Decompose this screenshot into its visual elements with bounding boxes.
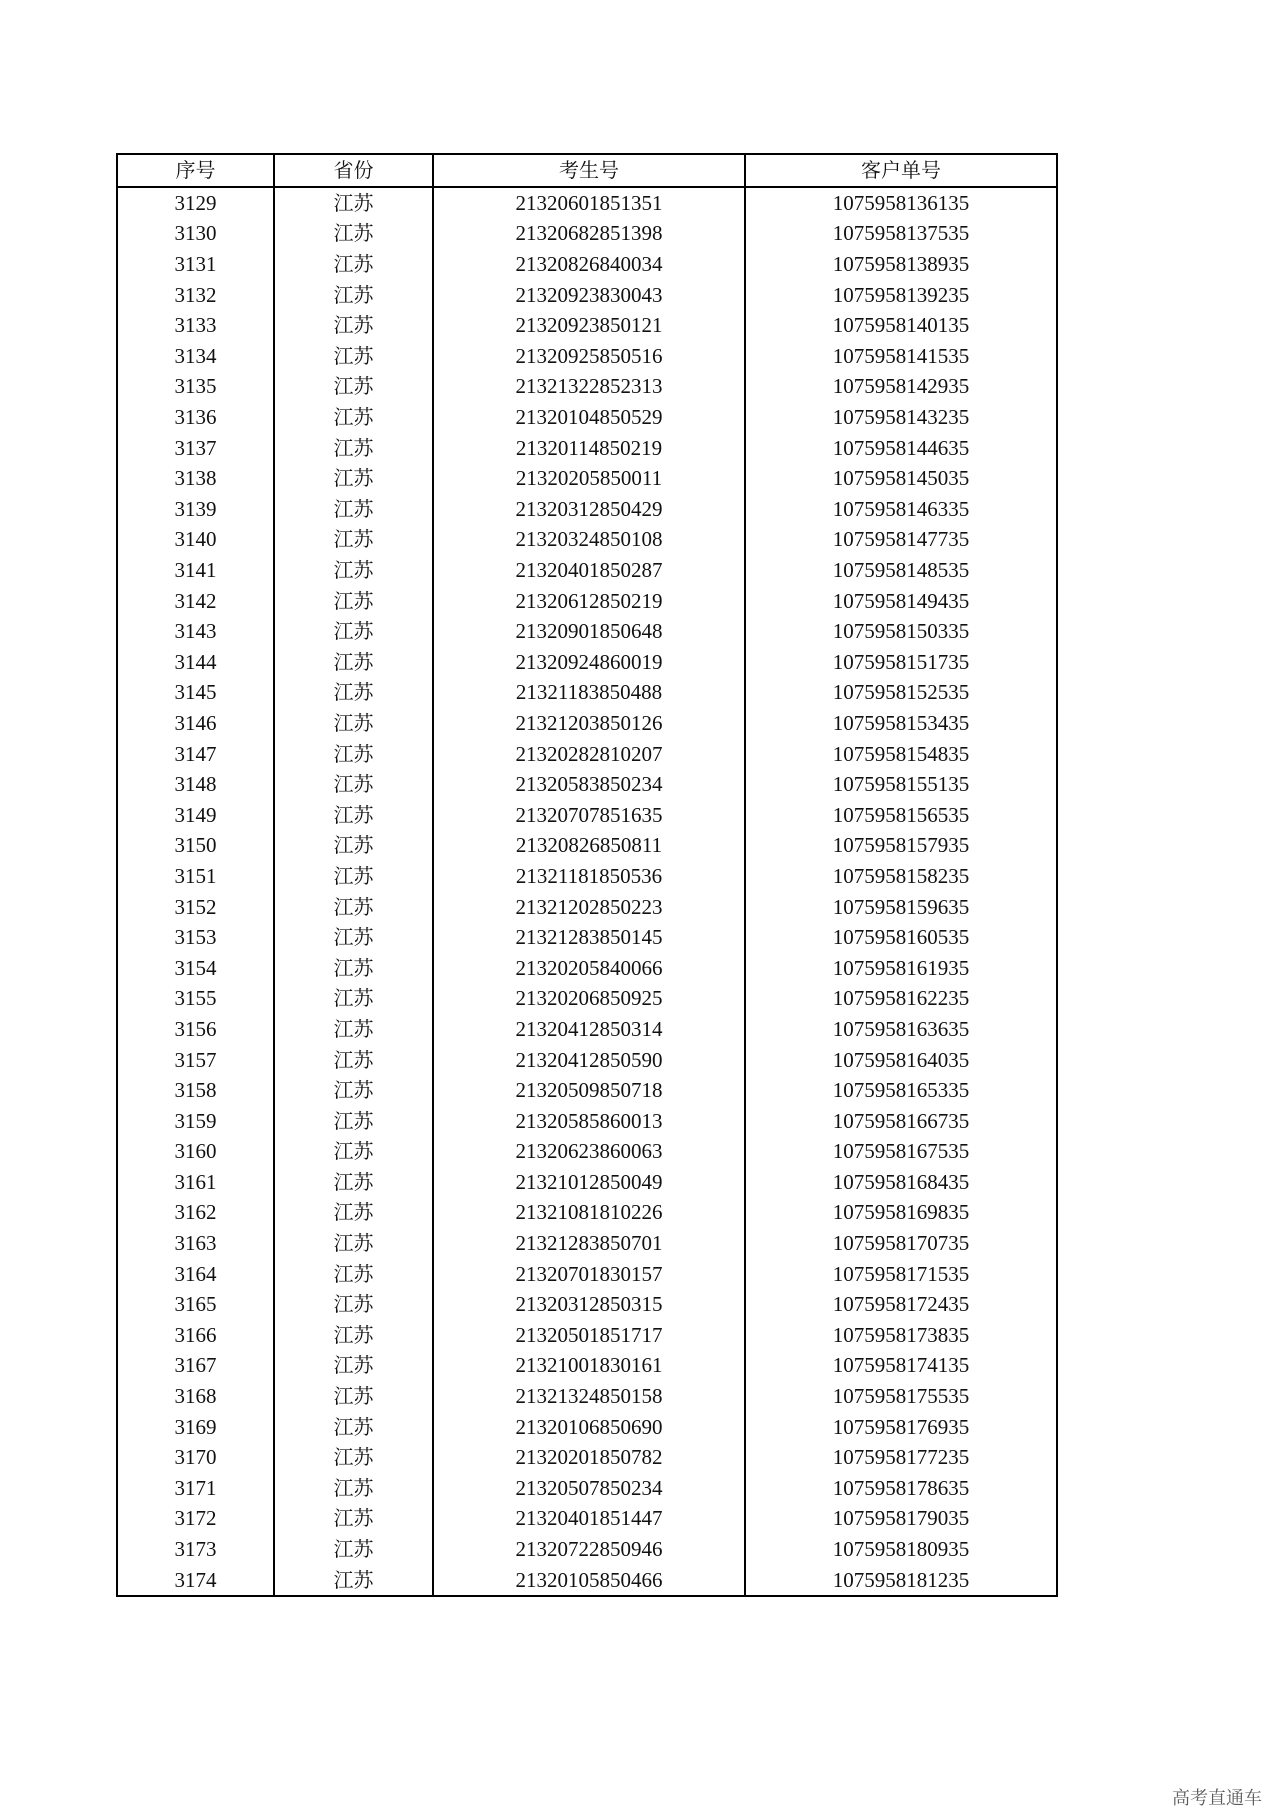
cell-order-no: 1075958163635 bbox=[745, 1014, 1057, 1045]
cell-province: 江苏 bbox=[274, 279, 433, 310]
table-row bbox=[117, 738, 1057, 769]
cell-province: 江苏 bbox=[274, 952, 433, 983]
cell-province: 江苏 bbox=[274, 218, 433, 249]
cell-order-no: 1075958173835 bbox=[745, 1320, 1057, 1351]
cell-seq: 3165 bbox=[117, 1289, 274, 1320]
cell-seq: 3144 bbox=[117, 647, 274, 678]
cell-seq: 3134 bbox=[117, 341, 274, 372]
cell-order-no: 1075958144635 bbox=[745, 432, 1057, 463]
cell-candidate-no: 21320412850590 bbox=[433, 1044, 745, 1075]
table-row bbox=[117, 922, 1057, 953]
cell-candidate-no: 21320612850219 bbox=[433, 585, 745, 616]
cell-candidate-no: 21321012850049 bbox=[433, 1167, 745, 1198]
cell-candidate-no: 21321322852313 bbox=[433, 371, 745, 402]
cell-seq: 3145 bbox=[117, 677, 274, 708]
cell-seq: 3163 bbox=[117, 1228, 274, 1259]
table-row bbox=[117, 524, 1057, 555]
table-row bbox=[117, 1289, 1057, 1320]
cell-seq: 3142 bbox=[117, 585, 274, 616]
table-row bbox=[117, 402, 1057, 433]
cell-seq: 3130 bbox=[117, 218, 274, 249]
cell-order-no: 1075958165335 bbox=[745, 1075, 1057, 1106]
cell-province: 江苏 bbox=[274, 738, 433, 769]
cell-candidate-no: 21321181850536 bbox=[433, 861, 745, 892]
cell-order-no: 1075958167535 bbox=[745, 1136, 1057, 1167]
cell-seq: 3131 bbox=[117, 249, 274, 280]
cell-seq: 3170 bbox=[117, 1442, 274, 1473]
cell-seq: 3171 bbox=[117, 1473, 274, 1504]
cell-candidate-no: 21320114850219 bbox=[433, 432, 745, 463]
cell-seq: 3129 bbox=[117, 187, 274, 219]
cell-order-no: 1075958141535 bbox=[745, 341, 1057, 372]
cell-province: 江苏 bbox=[274, 677, 433, 708]
table-row bbox=[117, 1320, 1057, 1351]
table-row bbox=[117, 1044, 1057, 1075]
cell-order-no: 1075958139235 bbox=[745, 279, 1057, 310]
table-row bbox=[117, 432, 1057, 463]
cell-candidate-no: 21320901850648 bbox=[433, 616, 745, 647]
cell-seq: 3150 bbox=[117, 830, 274, 861]
cell-seq: 3146 bbox=[117, 708, 274, 739]
cell-province: 江苏 bbox=[274, 585, 433, 616]
cell-candidate-no: 21320401850287 bbox=[433, 555, 745, 586]
cell-province: 江苏 bbox=[274, 1381, 433, 1412]
cell-province: 江苏 bbox=[274, 1044, 433, 1075]
table-row bbox=[117, 279, 1057, 310]
cell-province: 江苏 bbox=[274, 432, 433, 463]
cell-candidate-no: 21320324850108 bbox=[433, 524, 745, 555]
header-row bbox=[117, 154, 1057, 187]
cell-order-no: 1075958138935 bbox=[745, 249, 1057, 280]
cell-province: 江苏 bbox=[274, 1320, 433, 1351]
cell-order-no: 1075958146335 bbox=[745, 494, 1057, 525]
table-row bbox=[117, 616, 1057, 647]
table-row bbox=[117, 187, 1057, 219]
table-row bbox=[117, 1503, 1057, 1534]
cell-order-no: 1075958147735 bbox=[745, 524, 1057, 555]
cell-order-no: 1075958168435 bbox=[745, 1167, 1057, 1198]
cell-province: 江苏 bbox=[274, 616, 433, 647]
cell-seq: 3139 bbox=[117, 494, 274, 525]
cell-candidate-no: 21321324850158 bbox=[433, 1381, 745, 1412]
cell-candidate-no: 21320501851717 bbox=[433, 1320, 745, 1351]
cell-seq: 3160 bbox=[117, 1136, 274, 1167]
cell-seq: 3143 bbox=[117, 616, 274, 647]
table-row bbox=[117, 1473, 1057, 1504]
cell-candidate-no: 21321283850701 bbox=[433, 1228, 745, 1259]
table-row bbox=[117, 1228, 1057, 1259]
cell-candidate-no: 21320707851635 bbox=[433, 799, 745, 830]
cell-seq: 3140 bbox=[117, 524, 274, 555]
cell-order-no: 1075958174135 bbox=[745, 1350, 1057, 1381]
cell-order-no: 1075958176935 bbox=[745, 1411, 1057, 1442]
cell-order-no: 1075958172435 bbox=[745, 1289, 1057, 1320]
cell-order-no: 1075958171535 bbox=[745, 1258, 1057, 1289]
cell-candidate-no: 21320205840066 bbox=[433, 952, 745, 983]
table-row bbox=[117, 861, 1057, 892]
cell-province: 江苏 bbox=[274, 463, 433, 494]
cell-candidate-no: 21320923830043 bbox=[433, 279, 745, 310]
table-row bbox=[117, 249, 1057, 280]
cell-province: 江苏 bbox=[274, 187, 433, 219]
cell-order-no: 1075958170735 bbox=[745, 1228, 1057, 1259]
table-row bbox=[117, 341, 1057, 372]
cell-seq: 3151 bbox=[117, 861, 274, 892]
table-row bbox=[117, 799, 1057, 830]
cell-order-no: 1075958150335 bbox=[745, 616, 1057, 647]
cell-candidate-no: 21320682851398 bbox=[433, 218, 745, 249]
cell-province: 江苏 bbox=[274, 1167, 433, 1198]
table-row bbox=[117, 1411, 1057, 1442]
cell-seq: 3161 bbox=[117, 1167, 274, 1198]
cell-candidate-no: 21320585860013 bbox=[433, 1105, 745, 1136]
cell-seq: 3174 bbox=[117, 1564, 274, 1596]
cell-seq: 3166 bbox=[117, 1320, 274, 1351]
cell-province: 江苏 bbox=[274, 1350, 433, 1381]
cell-candidate-no: 21320826840034 bbox=[433, 249, 745, 280]
table-row bbox=[117, 1350, 1057, 1381]
cell-province: 江苏 bbox=[274, 647, 433, 678]
table-row bbox=[117, 494, 1057, 525]
cell-seq: 3153 bbox=[117, 922, 274, 953]
cell-seq: 3159 bbox=[117, 1105, 274, 1136]
cell-order-no: 1075958140135 bbox=[745, 310, 1057, 341]
cell-candidate-no: 21320106850690 bbox=[433, 1411, 745, 1442]
cell-province: 江苏 bbox=[274, 249, 433, 280]
cell-order-no: 1075958149435 bbox=[745, 585, 1057, 616]
cell-candidate-no: 21321202850223 bbox=[433, 891, 745, 922]
cell-candidate-no: 21320924860019 bbox=[433, 647, 745, 678]
cell-province: 江苏 bbox=[274, 524, 433, 555]
cell-seq: 3162 bbox=[117, 1197, 274, 1228]
table-row bbox=[117, 769, 1057, 800]
table-header bbox=[117, 154, 1057, 187]
cell-order-no: 1075958180935 bbox=[745, 1534, 1057, 1565]
cell-order-no: 1075958159635 bbox=[745, 891, 1057, 922]
cell-candidate-no: 21320722850946 bbox=[433, 1534, 745, 1565]
cell-province: 江苏 bbox=[274, 1136, 433, 1167]
cell-province: 江苏 bbox=[274, 983, 433, 1014]
cell-candidate-no: 21320312850315 bbox=[433, 1289, 745, 1320]
table-row bbox=[117, 891, 1057, 922]
cell-province: 江苏 bbox=[274, 1411, 433, 1442]
cell-candidate-no: 21320623860063 bbox=[433, 1136, 745, 1167]
cell-seq: 3158 bbox=[117, 1075, 274, 1106]
table-row bbox=[117, 1381, 1057, 1412]
table-row bbox=[117, 1564, 1057, 1596]
cell-province: 江苏 bbox=[274, 708, 433, 739]
cell-order-no: 1075958160535 bbox=[745, 922, 1057, 953]
table-row bbox=[117, 708, 1057, 739]
cell-candidate-no: 21320201850782 bbox=[433, 1442, 745, 1473]
cell-province: 江苏 bbox=[274, 1258, 433, 1289]
cell-order-no: 1075958164035 bbox=[745, 1044, 1057, 1075]
watermark: 高考直通车 bbox=[1172, 1788, 1262, 1809]
cell-seq: 3148 bbox=[117, 769, 274, 800]
table-row bbox=[117, 1442, 1057, 1473]
cell-province: 江苏 bbox=[274, 1105, 433, 1136]
cell-candidate-no: 21320923850121 bbox=[433, 310, 745, 341]
cell-province: 江苏 bbox=[274, 1197, 433, 1228]
cell-order-no: 1075958145035 bbox=[745, 463, 1057, 494]
cell-order-no: 1075958166735 bbox=[745, 1105, 1057, 1136]
cell-seq: 3136 bbox=[117, 402, 274, 433]
table-row bbox=[117, 1534, 1057, 1565]
cell-candidate-no: 21320925850516 bbox=[433, 341, 745, 372]
cell-seq: 3152 bbox=[117, 891, 274, 922]
cell-province: 江苏 bbox=[274, 341, 433, 372]
roster-table bbox=[116, 153, 1058, 1597]
cell-order-no: 1075958181235 bbox=[745, 1564, 1057, 1596]
cell-order-no: 1075958136135 bbox=[745, 187, 1057, 219]
table-row bbox=[117, 1136, 1057, 1167]
cell-seq: 3154 bbox=[117, 952, 274, 983]
table-row bbox=[117, 555, 1057, 586]
table-row bbox=[117, 952, 1057, 983]
cell-order-no: 1075958177235 bbox=[745, 1442, 1057, 1473]
cell-candidate-no: 21321283850145 bbox=[433, 922, 745, 953]
cell-province: 江苏 bbox=[274, 310, 433, 341]
cell-province: 江苏 bbox=[274, 891, 433, 922]
table-body bbox=[117, 187, 1057, 1596]
cell-province: 江苏 bbox=[274, 830, 433, 861]
cell-seq: 3168 bbox=[117, 1381, 274, 1412]
cell-order-no: 1075958148535 bbox=[745, 555, 1057, 586]
cell-candidate-no: 21320412850314 bbox=[433, 1014, 745, 1045]
header-candidate-no: 考生号 bbox=[433, 154, 745, 187]
cell-order-no: 1075958175535 bbox=[745, 1381, 1057, 1412]
cell-seq: 3167 bbox=[117, 1350, 274, 1381]
cell-province: 江苏 bbox=[274, 402, 433, 433]
cell-seq: 3155 bbox=[117, 983, 274, 1014]
cell-order-no: 1075958178635 bbox=[745, 1473, 1057, 1504]
cell-order-no: 1075958154835 bbox=[745, 738, 1057, 769]
cell-order-no: 1075958169835 bbox=[745, 1197, 1057, 1228]
cell-candidate-no: 21320312850429 bbox=[433, 494, 745, 525]
cell-candidate-no: 21320701830157 bbox=[433, 1258, 745, 1289]
cell-seq: 3132 bbox=[117, 279, 274, 310]
cell-province: 江苏 bbox=[274, 1564, 433, 1596]
cell-candidate-no: 21320509850718 bbox=[433, 1075, 745, 1106]
cell-seq: 3138 bbox=[117, 463, 274, 494]
cell-candidate-no: 21320105850466 bbox=[433, 1564, 745, 1596]
cell-seq: 3169 bbox=[117, 1411, 274, 1442]
cell-seq: 3137 bbox=[117, 432, 274, 463]
cell-province: 江苏 bbox=[274, 1289, 433, 1320]
cell-province: 江苏 bbox=[274, 1473, 433, 1504]
cell-seq: 3135 bbox=[117, 371, 274, 402]
cell-order-no: 1075958158235 bbox=[745, 861, 1057, 892]
cell-province: 江苏 bbox=[274, 494, 433, 525]
table-row bbox=[117, 310, 1057, 341]
table-row bbox=[117, 1167, 1057, 1198]
cell-seq: 3164 bbox=[117, 1258, 274, 1289]
cell-order-no: 1075958155135 bbox=[745, 769, 1057, 800]
cell-order-no: 1075958151735 bbox=[745, 647, 1057, 678]
cell-province: 江苏 bbox=[274, 922, 433, 953]
cell-province: 江苏 bbox=[274, 1534, 433, 1565]
cell-candidate-no: 21321183850488 bbox=[433, 677, 745, 708]
cell-province: 江苏 bbox=[274, 1442, 433, 1473]
cell-candidate-no: 21320601851351 bbox=[433, 187, 745, 219]
cell-candidate-no: 21320401851447 bbox=[433, 1503, 745, 1534]
cell-seq: 3156 bbox=[117, 1014, 274, 1045]
cell-province: 江苏 bbox=[274, 371, 433, 402]
cell-seq: 3172 bbox=[117, 1503, 274, 1534]
table-row bbox=[117, 677, 1057, 708]
table-row bbox=[117, 1197, 1057, 1228]
header-order-no: 客户单号 bbox=[745, 154, 1057, 187]
cell-seq: 3133 bbox=[117, 310, 274, 341]
cell-candidate-no: 21320583850234 bbox=[433, 769, 745, 800]
table-row bbox=[117, 1014, 1057, 1045]
table-row bbox=[117, 1258, 1057, 1289]
cell-seq: 3173 bbox=[117, 1534, 274, 1565]
cell-seq: 3141 bbox=[117, 555, 274, 586]
table-row bbox=[117, 585, 1057, 616]
cell-candidate-no: 21320205850011 bbox=[433, 463, 745, 494]
cell-province: 江苏 bbox=[274, 555, 433, 586]
cell-order-no: 1075958156535 bbox=[745, 799, 1057, 830]
cell-order-no: 1075958142935 bbox=[745, 371, 1057, 402]
cell-province: 江苏 bbox=[274, 1228, 433, 1259]
cell-province: 江苏 bbox=[274, 799, 433, 830]
cell-order-no: 1075958179035 bbox=[745, 1503, 1057, 1534]
table-row bbox=[117, 983, 1057, 1014]
cell-province: 江苏 bbox=[274, 1503, 433, 1534]
header-seq: 序号 bbox=[117, 154, 274, 187]
table-row bbox=[117, 647, 1057, 678]
cell-candidate-no: 21320206850925 bbox=[433, 983, 745, 1014]
table-row bbox=[117, 463, 1057, 494]
cell-candidate-no: 21320826850811 bbox=[433, 830, 745, 861]
cell-candidate-no: 21321203850126 bbox=[433, 708, 745, 739]
cell-seq: 3157 bbox=[117, 1044, 274, 1075]
cell-order-no: 1075958143235 bbox=[745, 402, 1057, 433]
cell-province: 江苏 bbox=[274, 861, 433, 892]
cell-seq: 3147 bbox=[117, 738, 274, 769]
cell-seq: 3149 bbox=[117, 799, 274, 830]
cell-order-no: 1075958157935 bbox=[745, 830, 1057, 861]
cell-candidate-no: 21320507850234 bbox=[433, 1473, 745, 1504]
cell-order-no: 1075958161935 bbox=[745, 952, 1057, 983]
table-row bbox=[117, 1075, 1057, 1106]
cell-candidate-no: 21320104850529 bbox=[433, 402, 745, 433]
cell-order-no: 1075958153435 bbox=[745, 708, 1057, 739]
cell-candidate-no: 21321001830161 bbox=[433, 1350, 745, 1381]
table-row bbox=[117, 1105, 1057, 1136]
cell-province: 江苏 bbox=[274, 1014, 433, 1045]
header-province: 省份 bbox=[274, 154, 433, 187]
cell-order-no: 1075958152535 bbox=[745, 677, 1057, 708]
cell-candidate-no: 21320282810207 bbox=[433, 738, 745, 769]
cell-province: 江苏 bbox=[274, 1075, 433, 1106]
cell-order-no: 1075958162235 bbox=[745, 983, 1057, 1014]
cell-province: 江苏 bbox=[274, 769, 433, 800]
cell-order-no: 1075958137535 bbox=[745, 218, 1057, 249]
table-row bbox=[117, 830, 1057, 861]
table-row bbox=[117, 371, 1057, 402]
cell-candidate-no: 21321081810226 bbox=[433, 1197, 745, 1228]
table-row bbox=[117, 218, 1057, 249]
